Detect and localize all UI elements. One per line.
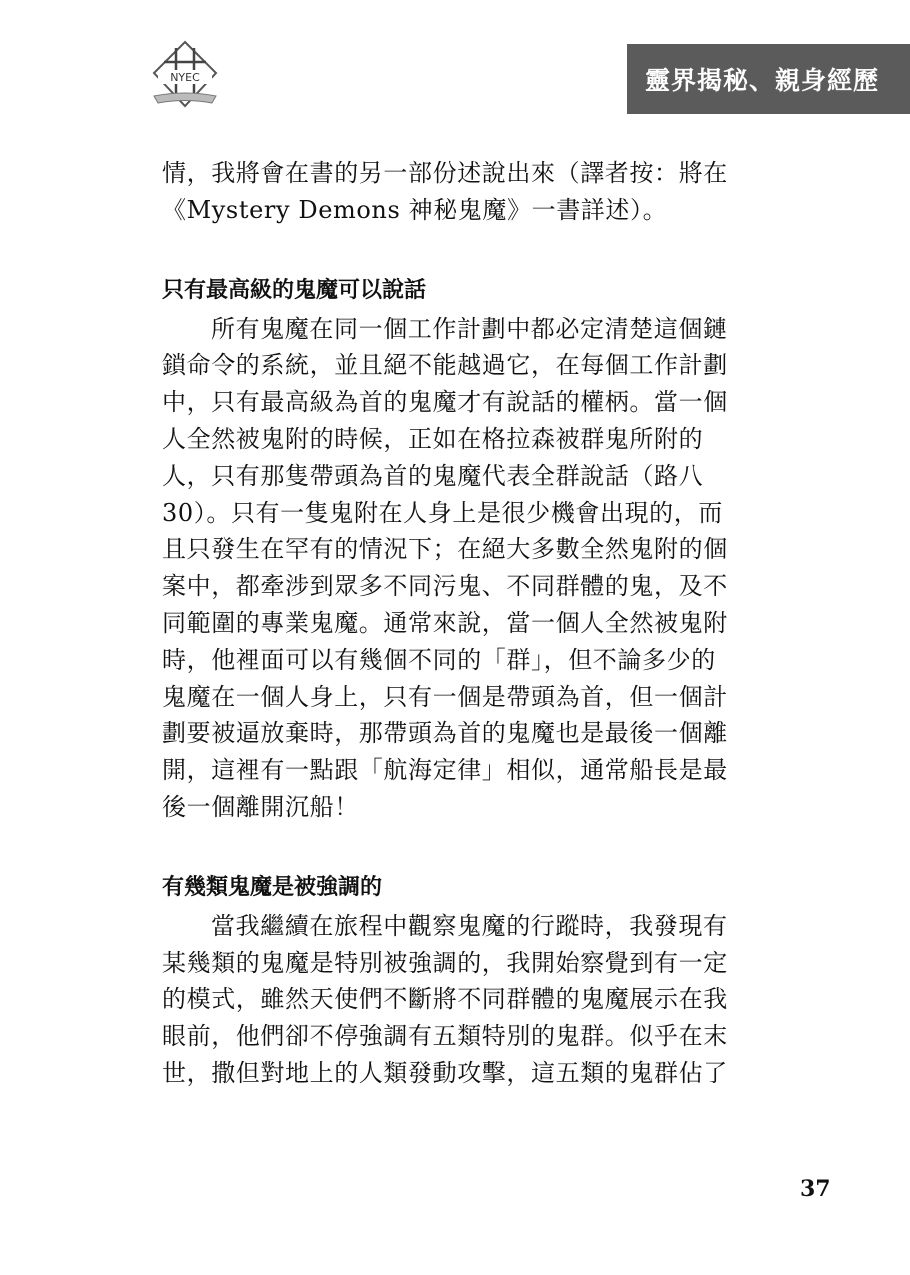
- section-title-tab: [627, 44, 910, 114]
- text-line: 後一個離開沉船！: [162, 792, 359, 821]
- text-line: 人全然被鬼附的時候，正如在格拉森被群鬼所附的: [162, 424, 704, 453]
- text-line: 鬼魔在一個人身上，只有一個是帶頭為首，但一個計: [162, 682, 728, 711]
- nyec-logo: [150, 40, 220, 110]
- section-title: 靈界揭秘、親身經歷: [645, 66, 880, 95]
- text-line: 案中，都牽涉到眾多不同污鬼、不同群體的鬼，及不: [162, 572, 728, 601]
- text-line: 且只發生在罕有的情況下；在絕大多數全然鬼附的個: [162, 535, 728, 564]
- text-line: 世，撒但對地上的人類發動攻擊，這五類的鬼群佔了: [162, 1058, 728, 1087]
- section-paragraph: [162, 311, 752, 826]
- text-line: 人，只有那隻帶頭為首的鬼魔代表全群說話（路八: [162, 461, 704, 490]
- section-paragraph: [162, 908, 752, 1092]
- text-line: 某幾類的鬼魔是特別被強調的，我開始察覺到有一定: [162, 948, 728, 977]
- text-line: 鎖命令的系統，並且絕不能越過它，在每個工作計劃: [162, 351, 728, 380]
- intro-paragraph: [162, 155, 752, 229]
- page-body: [162, 155, 752, 1092]
- section-heading: 有幾類鬼魔是被強調的: [162, 874, 383, 900]
- text-line: 所有鬼魔在同一個工作計劃中都必定清楚這個鏈: [211, 314, 728, 343]
- text-line: 《Mystery Demons 神秘鬼魔》一書詳述）。: [162, 195, 668, 224]
- text-line: 眼前，他們卻不停強調有五類特別的鬼群。似乎在末: [162, 1022, 728, 1051]
- text-line: 時，他裡面可以有幾個不同的「群」，但不論多少的: [162, 645, 716, 674]
- text-line: 開，這裡有一點跟「航海定律」相似，通常船長是最: [162, 756, 728, 785]
- text-line: 當我繼續在旅程中觀察鬼魔的行蹤時，我發現有: [211, 911, 728, 940]
- text-line: 情，我將會在書的另一部份述說出來（譯者按：將在: [162, 159, 728, 187]
- text-line: 劃要被逼放棄時，那帶頭為首的鬼魔也是最後一個離: [162, 719, 728, 748]
- text-line: 30）。只有一隻鬼附在人身上是很少機會出現的，而: [162, 498, 723, 527]
- text-line: 中，只有最高級為首的鬼魔才有說話的權柄。當一個: [162, 388, 728, 417]
- svg-text:NYEC: NYEC: [170, 71, 200, 84]
- page-number: 37: [800, 1176, 831, 1202]
- text-line: 的模式，雖然天使們不斷將不同群體的鬼魔展示在我: [162, 985, 728, 1014]
- section-heading: 只有最高級的鬼魔可以說話: [162, 277, 427, 303]
- text-line: 同範圍的專業鬼魔。通常來說，當一個人全然被鬼附: [162, 608, 728, 637]
